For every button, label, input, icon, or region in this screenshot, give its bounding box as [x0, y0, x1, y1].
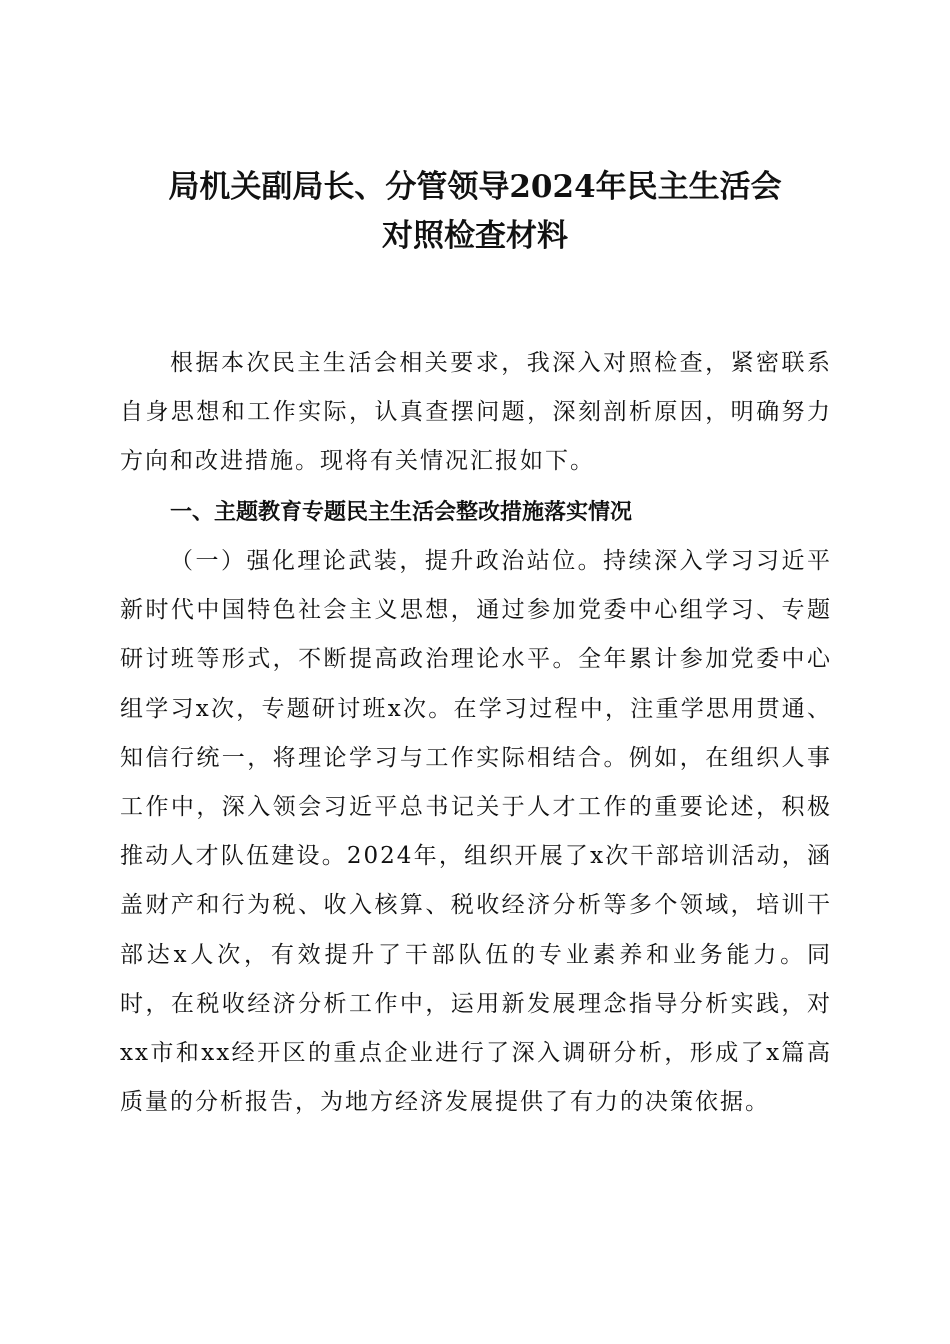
intro-paragraph: 根据本次民主生活会相关要求，我深入对照检查，紧密联系自身思想和工作实际，认真查摆问题，深刻剖析原因，明确努力方向和改进措施。现将有关情况汇报如下。: [120, 350, 832, 475]
section-1-heading: 一、主题教育专题民主生活会整改措施落实情况: [170, 500, 633, 525]
document-title-line-1: 局机关副局长、分管领导2024年民主生活会: [168, 169, 782, 205]
section-1-paragraph-1: （一）强化理论武装，提升政治站位。持续深入学习习近平新时代中国特色社会主义思想，通过参加党委中心组学习、专题研讨班等形式，不断提高政治理论水平。全年累计参加党委中心组学习x次，专题研讨班x次。在学习过程中，注重学思用贯通、知信行统一，将理论学习与工作实际相结合。例如，在组织人事工作中，深入领会习近平总书记关于人才工作的重要论述，积极推动人才队伍建设。2024年，组织开展了x次干部培训活动，涵盖财产和行为税、收入核算、税收经济分析等多个领域，培训干部达x人次，有效提升了干部队伍的专业素养和业务能力。同时，在税收经济分析工作中，运用新发展理念指导分析实践，对xx市和xx经开区的重点企业进行了深入调研分析，形成了x篇高质量的分析报告，为地方经济发展提供了有力的决策依据。: [120, 548, 832, 1116]
document-title-line-2: 对照检查材料: [382, 218, 568, 254]
